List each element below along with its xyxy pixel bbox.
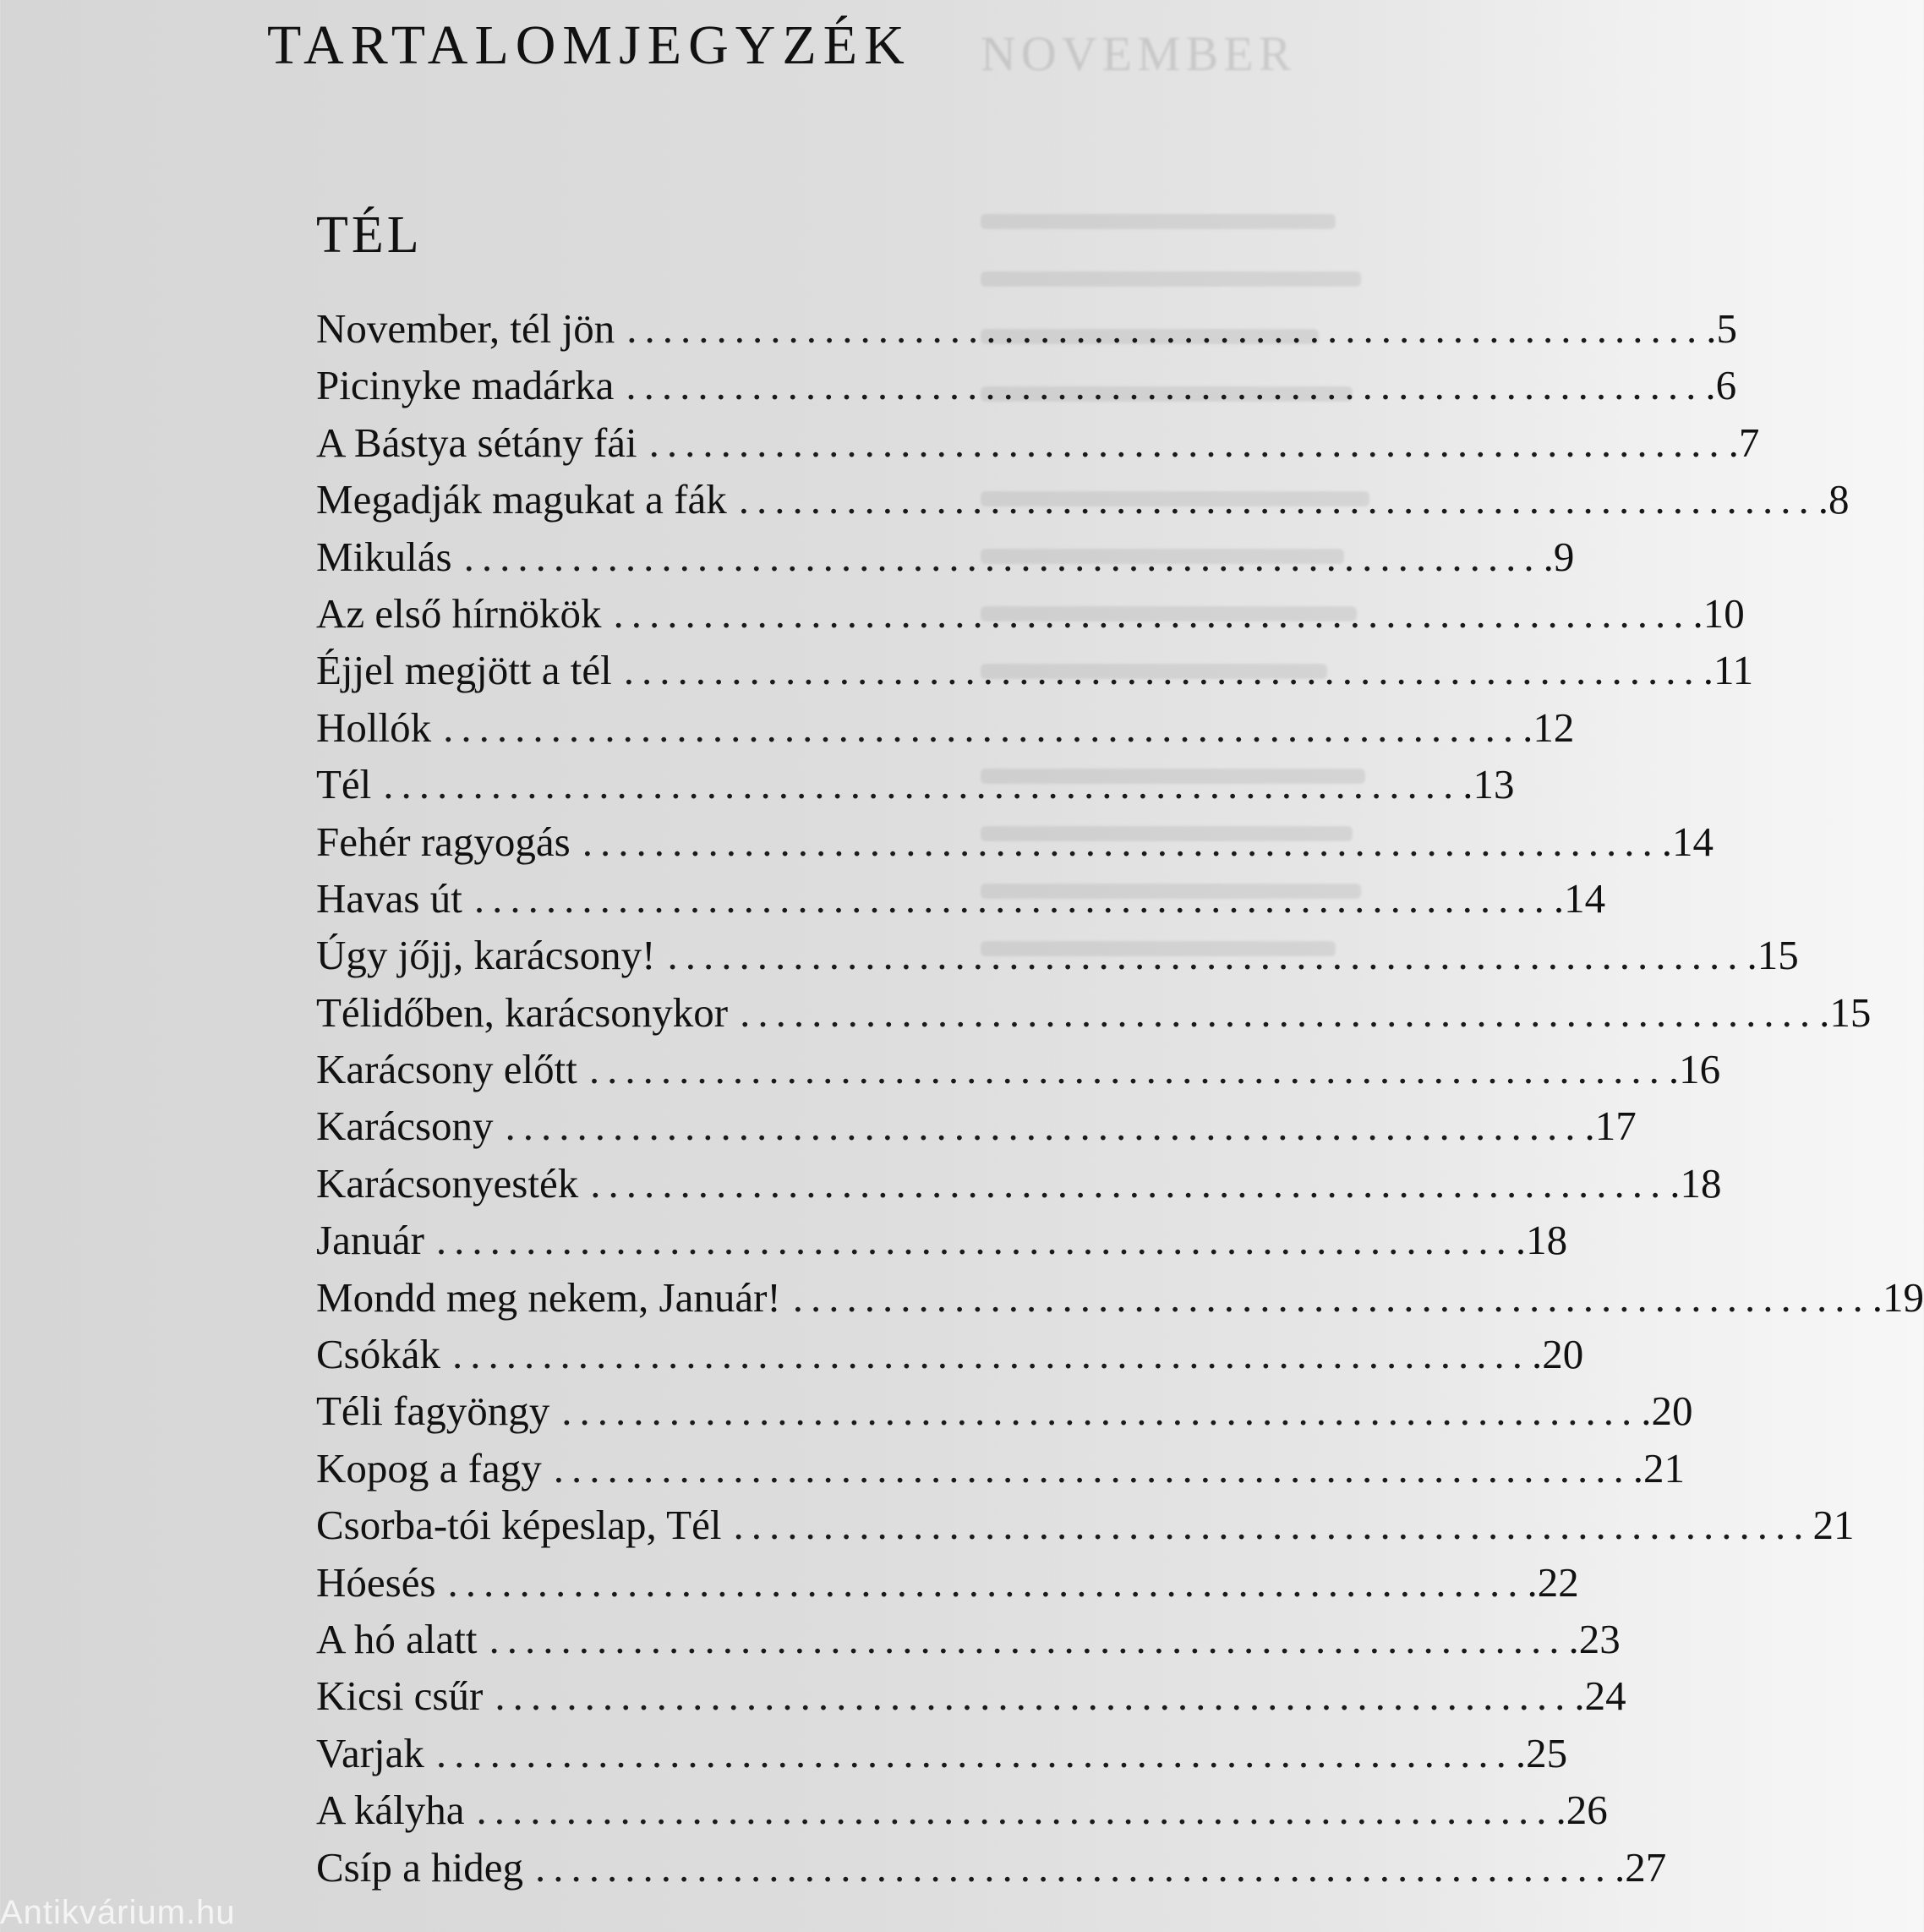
- toc-entry: [316, 471, 1850, 528]
- toc-entry-title: November, tél jön: [316, 305, 615, 352]
- toc-entry: [316, 1839, 1667, 1896]
- toc-entry-title: Mikulás: [316, 533, 452, 580]
- toc-entry: [316, 1611, 1621, 1667]
- toc-entry: [316, 300, 1737, 357]
- toc-entry: [316, 642, 1754, 698]
- toc-entry: [316, 870, 1606, 927]
- dot-leader: ............................................................: [505, 1103, 1583, 1150]
- toc-entry-title: Kicsi csűr: [316, 1672, 484, 1720]
- toc-entry: [316, 528, 1575, 585]
- toc-entry-title: Megadják magukat a fák: [316, 476, 727, 523]
- toc-entry-title: A hó alatt: [316, 1615, 478, 1662]
- toc-entry-page-number: .18: [1515, 1217, 1568, 1264]
- toc-entry-title: A Bástya sétány fái: [316, 419, 637, 466]
- toc-entry: [316, 585, 1745, 642]
- dot-leader: ............................................................: [733, 1502, 1812, 1549]
- dot-leader: ............................................................: [452, 1331, 1530, 1378]
- table-of-contents: [316, 300, 1924, 1896]
- dot-leader: ............................................................: [590, 1159, 1669, 1207]
- page-title: TARTALOMJEGYZÉK: [267, 14, 911, 76]
- dot-leader: ............................................................: [588, 1046, 1667, 1093]
- toc-entry-title: Karácsonyesték: [316, 1159, 579, 1207]
- dot-leader: ............................................................: [561, 1387, 1640, 1435]
- toc-entry-page-number: .24: [1574, 1672, 1626, 1720]
- toc-entry-page-number: .7: [1728, 419, 1760, 466]
- section-heading: TÉL: [316, 206, 423, 264]
- toc-entry: [316, 984, 1872, 1041]
- toc-entry-title: Tél: [316, 761, 372, 808]
- toc-entry: [316, 699, 1575, 756]
- toc-entry-title: Picinyke madárka: [316, 362, 615, 409]
- dot-leader: ............................................................: [495, 1672, 1573, 1720]
- dot-leader: ............................................................: [383, 761, 1462, 808]
- toc-entry: [316, 1554, 1579, 1611]
- toc-entry-title: Téli fagyöngy: [316, 1387, 550, 1435]
- dot-leader: ............................................................: [792, 1273, 1871, 1321]
- toc-entry-page-number: .15: [1819, 988, 1872, 1036]
- toc-entry: [316, 1382, 1693, 1439]
- toc-entry-title: Mondd meg nekem, Január!: [316, 1273, 781, 1321]
- toc-entry: [316, 756, 1515, 813]
- toc-entry-page-number: .13: [1462, 761, 1515, 808]
- toc-entry-page-number: .23: [1568, 1615, 1621, 1662]
- toc-entry-title: Január: [316, 1217, 424, 1264]
- toc-entry-title: Csókák: [316, 1331, 440, 1378]
- dot-leader: ............................................................: [626, 362, 1704, 409]
- toc-entry-title: Éjjel megjött a tél: [316, 647, 612, 694]
- dot-leader: ............................................................: [648, 419, 1727, 466]
- toc-entry: [316, 813, 1714, 870]
- toc-entry: [316, 1781, 1608, 1838]
- toc-entry-page-number: .18: [1670, 1159, 1722, 1207]
- dot-leader: ............................................................: [582, 818, 1660, 865]
- dot-leader: ............................................................: [435, 1729, 1514, 1776]
- toc-entry-page-number: .10: [1692, 589, 1745, 637]
- toc-entry-page-number: .27: [1614, 1843, 1667, 1891]
- toc-entry-title: Úgy jőjj, karácsony!: [316, 932, 656, 979]
- toc-entry-title: Hollók: [316, 703, 432, 751]
- toc-entry-page-number: .11: [1703, 647, 1754, 694]
- toc-entry-page-number: .8: [1817, 476, 1850, 523]
- toc-entry-page-number: .21: [1632, 1444, 1685, 1491]
- toc-entry-page-number: .20: [1641, 1387, 1693, 1435]
- toc-entry-title: Télidőben, karácsonykor: [316, 988, 729, 1036]
- toc-entry-page-number: .14: [1553, 874, 1606, 922]
- watermark: Antikvárium.hu: [0, 1894, 236, 1931]
- toc-entry: [316, 1155, 1722, 1212]
- toc-entry-title: Fehér ragyogás: [316, 818, 571, 865]
- toc-entry: [316, 1269, 1924, 1326]
- dot-leader: ............................................................: [473, 874, 1552, 922]
- toc-entry-title: Varjak: [316, 1729, 424, 1776]
- toc-entry-page-number: .5: [1706, 305, 1737, 352]
- toc-entry-page-number: .6: [1705, 362, 1737, 409]
- toc-entry: [316, 1326, 1584, 1382]
- toc-entry-page-number: .14: [1661, 818, 1714, 865]
- dot-leader: ............................................................: [553, 1444, 1632, 1491]
- toc-entry-title: Hóesés: [316, 1558, 436, 1606]
- toc-entry-page-number: .20: [1532, 1331, 1584, 1378]
- dot-leader: ............................................................: [489, 1615, 1567, 1662]
- dot-leader: ............................................................: [435, 1217, 1514, 1264]
- dot-leader: ............................................................: [667, 932, 1746, 979]
- toc-entry-page-number: .25: [1515, 1729, 1568, 1776]
- dot-leader: ............................................................: [443, 703, 1522, 751]
- toc-entry-page-number: .15: [1746, 932, 1799, 979]
- dot-leader: ............................................................: [534, 1843, 1613, 1891]
- toc-entry-title: Az első hírnökök: [316, 589, 602, 637]
- toc-entry: [316, 1497, 1855, 1553]
- toc-entry: [316, 357, 1737, 413]
- toc-entry-page-number: .9: [1543, 533, 1575, 580]
- toc-entry-page-number: .16: [1668, 1046, 1721, 1093]
- dot-leader: ............................................................: [623, 647, 1702, 694]
- toc-entry-page-number: .26: [1555, 1787, 1608, 1834]
- toc-entry: [316, 414, 1760, 471]
- toc-entry-title: Karácsony: [316, 1103, 494, 1150]
- toc-entry-title: A kályha: [316, 1787, 465, 1834]
- dot-leader: ............................................................: [613, 589, 1692, 637]
- toc-entry: [316, 1097, 1637, 1154]
- toc-entry-page-number: .17: [1584, 1103, 1637, 1150]
- dot-leader: ............................................................: [738, 476, 1817, 523]
- dot-leader: ............................................................: [740, 988, 1818, 1036]
- toc-entry-page-number: 21: [1812, 1502, 1855, 1549]
- dot-leader: ............................................................: [447, 1558, 1526, 1606]
- toc-entry: [316, 927, 1799, 983]
- dot-leader: ............................................................: [476, 1787, 1555, 1834]
- toc-entry-page-number: .22: [1527, 1558, 1579, 1606]
- toc-entry-title: Havas út: [316, 874, 462, 922]
- toc-entry-title: Karácsony előtt: [316, 1046, 577, 1093]
- toc-entry-page-number: .12: [1522, 703, 1575, 751]
- toc-entry-title: Kopog a fagy: [316, 1444, 542, 1491]
- toc-entry: [316, 1212, 1568, 1268]
- toc-entry-title: Csorba-tói képeslap, Tél: [316, 1502, 722, 1549]
- toc-entry: [316, 1440, 1685, 1497]
- facing-page-heading: NOVEMBER: [981, 26, 1297, 81]
- dot-leader: ............................................................: [463, 533, 1542, 580]
- toc-entry-title: Csíp a hideg: [316, 1843, 523, 1891]
- toc-entry: [316, 1667, 1626, 1724]
- dot-leader: ............................................................: [626, 305, 1705, 352]
- toc-entry: [316, 1041, 1721, 1097]
- toc-entry: [316, 1725, 1568, 1781]
- toc-entry-page-number: .19: [1872, 1273, 1924, 1321]
